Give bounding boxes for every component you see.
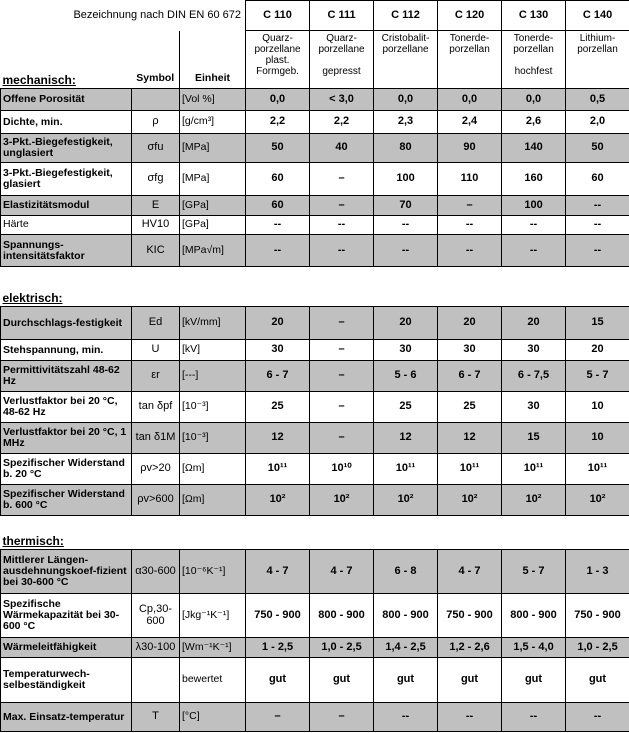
table-row xyxy=(1,163,629,196)
value-cell: -- xyxy=(566,196,629,216)
value-cell: 2,4 xyxy=(438,111,502,134)
value-cell: -- xyxy=(566,216,629,235)
material-code: C 112 xyxy=(374,1,438,31)
value-cell: -- xyxy=(438,235,502,267)
property-unit: [MPa] xyxy=(180,163,246,196)
value-cell: 30 xyxy=(438,340,502,361)
value-cell: 20 xyxy=(438,307,502,340)
value-cell: 12 xyxy=(438,423,502,454)
value-cell: 20 xyxy=(246,307,310,340)
material-code: C 111 xyxy=(310,1,374,31)
value-cell: 6 - 7 xyxy=(438,361,502,392)
table-row xyxy=(1,454,629,485)
value-cell: 60 xyxy=(246,196,310,216)
value-cell: – xyxy=(310,361,374,392)
value-cell: 12 xyxy=(374,423,438,454)
value-cell: 6 - 7 xyxy=(246,361,310,392)
value-cell: 0,5 xyxy=(566,89,629,111)
property-symbol: T xyxy=(132,703,180,732)
property-unit: [Ωm] xyxy=(180,485,246,516)
value-cell: 4 - 7 xyxy=(438,550,502,594)
value-cell: 0,0 xyxy=(502,89,566,111)
section-header-row xyxy=(1,267,629,307)
subheader-row xyxy=(1,31,629,89)
value-cell: -- xyxy=(438,703,502,732)
value-cell: 1,5 - 4,0 xyxy=(502,638,566,658)
value-cell: -- xyxy=(438,216,502,235)
value-cell: 110 xyxy=(438,163,502,196)
value-cell: – xyxy=(246,703,310,732)
value-cell: 10¹¹ xyxy=(374,454,438,485)
material-code: C 140 xyxy=(566,1,629,31)
value-cell: 10 xyxy=(566,423,629,454)
material-description: Lithium- porzellan xyxy=(566,31,629,89)
value-cell: 2,3 xyxy=(374,111,438,134)
material-description: Tonerde- porzellan hochfest xyxy=(502,31,566,89)
table-row xyxy=(1,111,629,134)
value-cell: 10² xyxy=(566,485,629,516)
value-cell: 60 xyxy=(246,163,310,196)
value-cell: -- xyxy=(246,235,310,267)
material-description: Tonerde- porzellan xyxy=(438,31,502,89)
value-cell: 30 xyxy=(502,340,566,361)
value-cell: 1,2 - 2,6 xyxy=(438,638,502,658)
value-cell: 1,0 - 2,5 xyxy=(566,638,629,658)
value-cell: 12 xyxy=(246,423,310,454)
property-symbol xyxy=(132,89,180,111)
table-row xyxy=(1,594,629,638)
section-title-elektrisch: elektrisch: xyxy=(1,267,246,307)
property-symbol xyxy=(132,658,180,703)
value-cell: 1,0 - 2,5 xyxy=(310,638,374,658)
property-unit: [---] xyxy=(180,361,246,392)
table-row xyxy=(1,638,629,658)
table-row xyxy=(1,361,629,392)
value-cell: 10² xyxy=(310,485,374,516)
value-cell: – xyxy=(310,163,374,196)
property-unit: [10⁻⁶K⁻¹] xyxy=(180,550,246,594)
property-name: 3-Pkt.-Biegefestigkeit, unglasiert xyxy=(1,134,132,163)
property-name: Wärmeleitfähigkeit xyxy=(1,638,132,658)
value-cell: 10¹¹ xyxy=(438,454,502,485)
property-symbol: Ed xyxy=(132,307,180,340)
value-cell: -- xyxy=(374,216,438,235)
value-cell: -- xyxy=(502,216,566,235)
table-row xyxy=(1,196,629,216)
value-cell: 4 - 7 xyxy=(246,550,310,594)
value-cell: 50 xyxy=(246,134,310,163)
property-unit: [°C] xyxy=(180,703,246,732)
value-cell: gut xyxy=(566,658,629,703)
property-name: Permittivitätszahl 48-62 Hz xyxy=(1,361,132,392)
value-cell: 4 - 7 xyxy=(310,550,374,594)
value-cell: gut xyxy=(246,658,310,703)
value-cell: -- xyxy=(246,216,310,235)
property-symbol: tan δ1M xyxy=(132,423,180,454)
value-cell: 2,2 xyxy=(310,111,374,134)
property-symbol: ρv>20 xyxy=(132,454,180,485)
table-row xyxy=(1,134,629,163)
property-unit: [10⁻³] xyxy=(180,423,246,454)
value-cell: – xyxy=(438,196,502,216)
property-unit: [Jkg⁻¹K⁻¹] xyxy=(180,594,246,638)
value-cell: 160 xyxy=(502,163,566,196)
section-title-mechanisch: mechanisch: xyxy=(1,31,132,89)
table-row xyxy=(1,423,629,454)
value-cell: 10 xyxy=(566,392,629,423)
property-name: Spezifischer Widerstand b. 600 °C xyxy=(1,485,132,516)
value-cell: 10¹¹ xyxy=(246,454,310,485)
material-description: Quarz- porzellane gepresst xyxy=(310,31,374,89)
property-unit: [g/cm³] xyxy=(180,111,246,134)
value-cell: 6 - 8 xyxy=(374,550,438,594)
value-cell: -- xyxy=(502,703,566,732)
property-symbol: λ30-100 xyxy=(132,638,180,658)
value-cell: 800 - 900 xyxy=(502,594,566,638)
value-cell: 100 xyxy=(502,196,566,216)
value-cell: – xyxy=(310,392,374,423)
property-symbol: σfg xyxy=(132,163,180,196)
value-cell: 10¹¹ xyxy=(502,454,566,485)
value-cell: 10² xyxy=(438,485,502,516)
material-description: Quarz- porzellane plast. Formgeb. xyxy=(246,31,310,89)
table-row xyxy=(1,89,629,111)
din-label: Bezeichnung nach DIN EN 60 672 xyxy=(73,8,242,21)
property-unit: [GPa] xyxy=(180,196,246,216)
table-row xyxy=(1,235,629,267)
table-row xyxy=(1,703,629,732)
property-name: Verlustfaktor bei 20 °C, 48-62 Hz xyxy=(1,392,132,423)
table-row xyxy=(1,658,629,703)
section-title-thermisch: thermisch: xyxy=(1,516,246,550)
value-cell: – xyxy=(310,196,374,216)
property-symbol: ρv>600 xyxy=(132,485,180,516)
value-cell: 60 xyxy=(566,163,629,196)
value-cell: 800 - 900 xyxy=(374,594,438,638)
property-symbol: U xyxy=(132,340,180,361)
property-name: Verlustfaktor bei 20 °C, 1 MHz xyxy=(1,423,132,454)
property-name: Mittlerer Längen-ausdehnungskoef-fizient bei 30-600 °C xyxy=(1,550,132,594)
property-unit: [Vol %] xyxy=(180,89,246,111)
value-cell: 30 xyxy=(246,340,310,361)
property-unit: [Wm⁻¹K⁻¹] xyxy=(180,638,246,658)
property-name: 3-Pkt.-Biegefestigkeit, glasiert xyxy=(1,163,132,196)
value-cell: – xyxy=(310,340,374,361)
value-cell: 1 - 2,5 xyxy=(246,638,310,658)
value-cell: 2,2 xyxy=(246,111,310,134)
property-name: Stehspannung, min. xyxy=(1,340,132,361)
value-cell: – xyxy=(310,423,374,454)
value-cell: – xyxy=(310,307,374,340)
value-cell: 1 - 3 xyxy=(566,550,629,594)
table-row xyxy=(1,307,629,340)
value-cell: -- xyxy=(310,216,374,235)
property-unit: [10⁻³] xyxy=(180,392,246,423)
value-cell: 10² xyxy=(374,485,438,516)
value-cell: 750 - 900 xyxy=(566,594,629,638)
header-row xyxy=(1,1,629,31)
value-cell: < 3,0 xyxy=(310,89,374,111)
value-cell: 20 xyxy=(502,307,566,340)
value-cell: -- xyxy=(310,235,374,267)
property-name: Spezifische Wärmekapazität bei 30-600 °C xyxy=(1,594,132,638)
material-code: C 120 xyxy=(438,1,502,31)
property-symbol: tan δpf xyxy=(132,392,180,423)
property-unit: [kV/mm] xyxy=(180,307,246,340)
property-unit: bewertet xyxy=(180,658,246,703)
table-row xyxy=(1,550,629,594)
unit-column-header: Einheit xyxy=(180,31,246,89)
property-unit: [MPa√m] xyxy=(180,235,246,267)
property-name: Elastizitätsmodul xyxy=(1,196,132,216)
property-unit: [Ωm] xyxy=(180,454,246,485)
property-unit: [MPa] xyxy=(180,134,246,163)
value-cell: gut xyxy=(502,658,566,703)
value-cell: gut xyxy=(438,658,502,703)
property-name: Härte xyxy=(1,216,132,235)
table-row xyxy=(1,392,629,423)
value-cell: – xyxy=(310,703,374,732)
value-cell: 10² xyxy=(502,485,566,516)
value-cell: gut xyxy=(374,658,438,703)
property-symbol: ρ xyxy=(132,111,180,134)
value-cell: 0,0 xyxy=(246,89,310,111)
value-cell: 15 xyxy=(502,423,566,454)
value-cell: 2,0 xyxy=(566,111,629,134)
value-cell: 80 xyxy=(374,134,438,163)
property-name: Spannungs-intensitätsfaktor xyxy=(1,235,132,267)
value-cell: -- xyxy=(374,235,438,267)
value-cell: 90 xyxy=(438,134,502,163)
property-unit: [GPa] xyxy=(180,216,246,235)
value-cell: 100 xyxy=(374,163,438,196)
section-header-row xyxy=(1,516,629,550)
property-name: Spezifischer Widerstand b. 20 °C xyxy=(1,454,132,485)
table-row xyxy=(1,340,629,361)
property-name: Durchschlags-festigkeit xyxy=(1,307,132,340)
symbol-column-header: Symbol xyxy=(132,31,180,89)
value-cell: 50 xyxy=(566,134,629,163)
value-cell: 10¹¹ xyxy=(566,454,629,485)
property-name: Max. Einsatz-temperatur xyxy=(1,703,132,732)
value-cell: 1,4 - 2,5 xyxy=(374,638,438,658)
property-name: Dichte, min. xyxy=(1,111,132,134)
value-cell: gut xyxy=(310,658,374,703)
value-cell: 20 xyxy=(374,307,438,340)
value-cell: 5 - 7 xyxy=(566,361,629,392)
value-cell: -- xyxy=(502,235,566,267)
value-cell: 750 - 900 xyxy=(246,594,310,638)
property-name: Temperaturwech-selbeständigkeit xyxy=(1,658,132,703)
value-cell: 15 xyxy=(566,307,629,340)
material-description: Cristobalit- porzellane xyxy=(374,31,438,89)
value-cell: 40 xyxy=(310,134,374,163)
property-symbol: α30-600 xyxy=(132,550,180,594)
value-cell: 750 - 900 xyxy=(438,594,502,638)
value-cell: 140 xyxy=(502,134,566,163)
value-cell: 5 - 7 xyxy=(502,550,566,594)
value-cell: 30 xyxy=(502,392,566,423)
material-code: C 110 xyxy=(246,1,310,31)
property-name: Offene Porosität xyxy=(1,89,132,111)
value-cell: 25 xyxy=(438,392,502,423)
material-code: C 130 xyxy=(502,1,566,31)
property-symbol: σfu xyxy=(132,134,180,163)
value-cell: 30 xyxy=(374,340,438,361)
property-symbol: HV10 xyxy=(132,216,180,235)
value-cell: 800 - 900 xyxy=(310,594,374,638)
value-cell: 20 xyxy=(566,340,629,361)
property-symbol: Cp,30-600 xyxy=(132,594,180,638)
value-cell: 0,0 xyxy=(374,89,438,111)
value-cell: -- xyxy=(374,703,438,732)
property-symbol: εr xyxy=(132,361,180,392)
value-cell: 0,0 xyxy=(438,89,502,111)
value-cell: 25 xyxy=(246,392,310,423)
table-row xyxy=(1,485,629,516)
value-cell: 70 xyxy=(374,196,438,216)
value-cell: 6 - 7,5 xyxy=(502,361,566,392)
property-unit: [kV] xyxy=(180,340,246,361)
value-cell: 2,6 xyxy=(502,111,566,134)
value-cell: -- xyxy=(566,703,629,732)
property-symbol: E xyxy=(132,196,180,216)
value-cell: 10¹⁰ xyxy=(310,454,374,485)
property-symbol: KIC xyxy=(132,235,180,267)
value-cell: 10² xyxy=(246,485,310,516)
value-cell: 5 - 6 xyxy=(374,361,438,392)
value-cell: -- xyxy=(566,235,629,267)
value-cell: 25 xyxy=(374,392,438,423)
table-row xyxy=(1,216,629,235)
